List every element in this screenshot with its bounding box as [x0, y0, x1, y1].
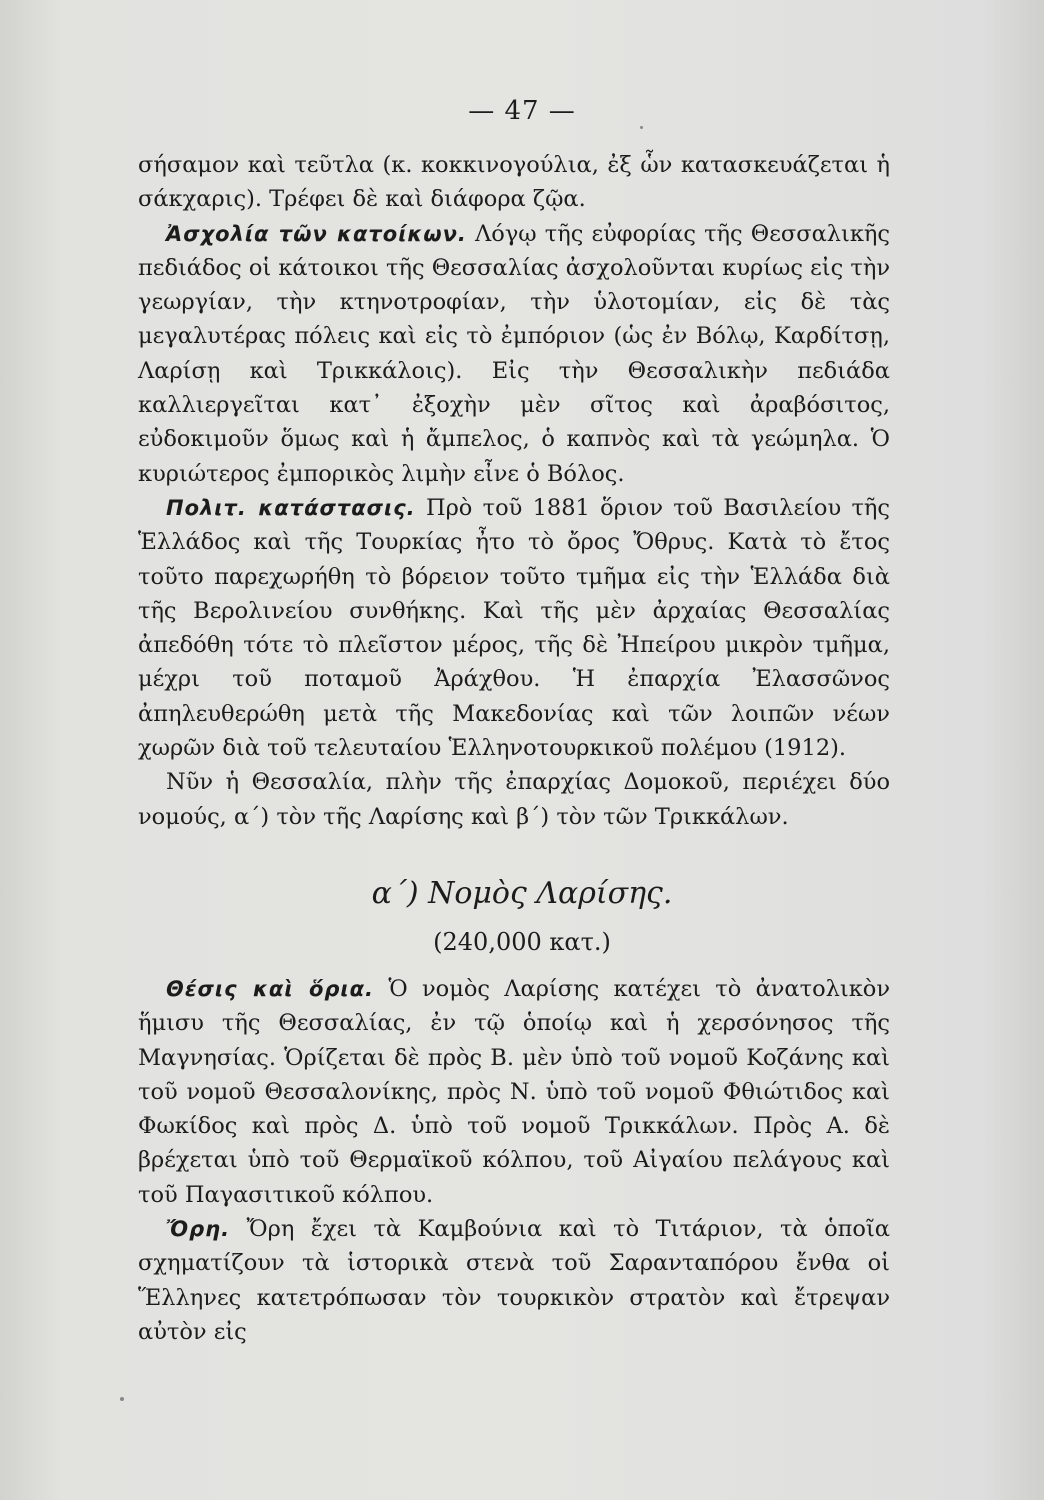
paper-speck [120, 1397, 124, 1401]
heading-mountains: Ὄρη. [166, 1217, 231, 1242]
page-number: — 47 — [468, 96, 576, 126]
paragraph-crops: σήσαμον καὶ τεῦτλα (κ. κοκκινογούλια, ἐξ ὧν κατασκευάζεται ἡ σάκχαρις). Τρέφει δὲ καὶ διάφορα ζῷα. [138, 152, 890, 213]
heading-occupations: Ἀσχολία τῶν κατοίκων. [166, 221, 467, 246]
section-title: α΄) Νομὸς Λαρίσης. [371, 876, 673, 911]
paragraph-occupations [138, 217, 890, 491]
paragraph-occupations-text: Λόγῳ τῆς εὐφορίας τῆς Θεσσαλικῆς πεδιάδος οἱ κάτοικοι τῆς Θεσσαλίας ἀσχολοῦνται κυρίως εἰς τὴν γεωργίαν, τὴν κτηνοτροφίαν, τὴν ὑλοτομίαν, εἰς δὲ τὰς μεγαλυτέρας πόλεις καὶ εἰς τὸ ἐμπόριον (ὡς ἐν Βόλῳ, Καρδίτσῃ, Λαρίσῃ καὶ Τρικκάλοις). Εἰς τὴν Θεσσαλικὴν πεδιάδα καλλιεργεῖται κατ᾽ ἐξοχὴν μὲν σῖτος καὶ ἀραβόσιτος, εὐδοκιμοῦν ὅμως καὶ ἡ ἄμπελος, ὁ καπνὸς καὶ τὰ γεώμηλα. Ὁ κυριώτερος ἐμπορικὸς λιμὴν εἶνε ὁ Βόλος. [138, 220, 890, 487]
paragraph-prefectures: Νῦν ἡ Θεσσαλία, πλὴν τῆς ἐπαρχίας Δομοκοῦ, περιέχει δύο νομούς, α΄) τὸν τῆς Λαρίσης καὶ β΄) τὸν τῶν Τρικκάλων. [138, 769, 890, 830]
paragraph-mountains-text: Ὄρη ἔχει τὰ Καμβούνια καὶ τὸ Τιτάριον, τὰ ὁποῖα σχηματίζουν τὰ ἱστορικὰ στενὰ τοῦ Σαρανταπόρου ἔνθα οἱ Ἕλληνες κατετρόπωσαν τὸν τουρκικὸν στρατὸν καὶ ἔτρεψαν αὐτὸν εἰς [138, 1216, 890, 1345]
larisa-text-block [138, 972, 890, 1349]
paragraph-political-status [138, 491, 890, 765]
paper-speck [640, 126, 643, 129]
main-text-block [138, 148, 890, 834]
section-population: (240,000 κατ.) [433, 928, 611, 956]
paragraph-position-borders [138, 972, 890, 1212]
paragraph-position-borders-text: Ὁ νομὸς Λαρίσης κατέχει τὸ ἀνατολικὸν ἥμισυ τῆς Θεσσαλίας, ἐν τῷ ὁποίῳ καὶ ἡ χερσόνησος τῆς Μαγνησίας. Ὁρίζεται δὲ πρὸς Β. μὲν ὑπὸ τοῦ νομοῦ Κοζάνης καὶ τοῦ νομοῦ Θεσσαλονίκης, πρὸς Ν. ὑπὸ τοῦ νομοῦ Φθιώτιδος καὶ Φωκίδος καὶ πρὸς Δ. ὑπὸ τοῦ νομοῦ Τρικκάλων. Πρὸς Α. δὲ βρέχεται ὑπὸ τοῦ Θερμαϊκοῦ κόλπου, τοῦ Αἰγαίου πελάγους καὶ τοῦ Παγασιτικοῦ κόλπου. [138, 976, 890, 1208]
heading-political-status: Πολιτ. κατάστασις. [166, 495, 416, 520]
heading-position-borders: Θέσις καὶ ὅρια. [166, 977, 375, 1001]
paragraph-political-status-text: Πρὸ τοῦ 1881 ὅριον τοῦ Βασιλείου τῆς Ἑλλάδος καὶ τῆς Τουρκίας ἦτο τὸ ὄρος Ὄθρυς. Κατὰ τὸ ἔτος τοῦτο παρεχωρήθη τὸ βόρειον τοῦτο τμῆμα εἰς τὴν Ἑλλάδα διὰ τῆς Βερολινείου συνθήκης. Καὶ τῆς μὲν ἀρχαίας Θεσσαλίας ἀπεδόθη τότε τὸ πλεῖστον μέρος, τῆς δὲ Ἠπείρου μικρὸν τμῆμα, μέχρι τοῦ ποταμοῦ Ἀράχθου. Ἡ ἐπαρχία Ἐλασσῶνος ἀπηλευθερώθη μετὰ τῆς Μακεδονίας καὶ τῶν λοιπῶν νέων χωρῶν διὰ τοῦ τελευταίου Ἑλληνοτουρκικοῦ πολέμου (1912). [138, 494, 890, 762]
paragraph-mountains [138, 1212, 890, 1349]
